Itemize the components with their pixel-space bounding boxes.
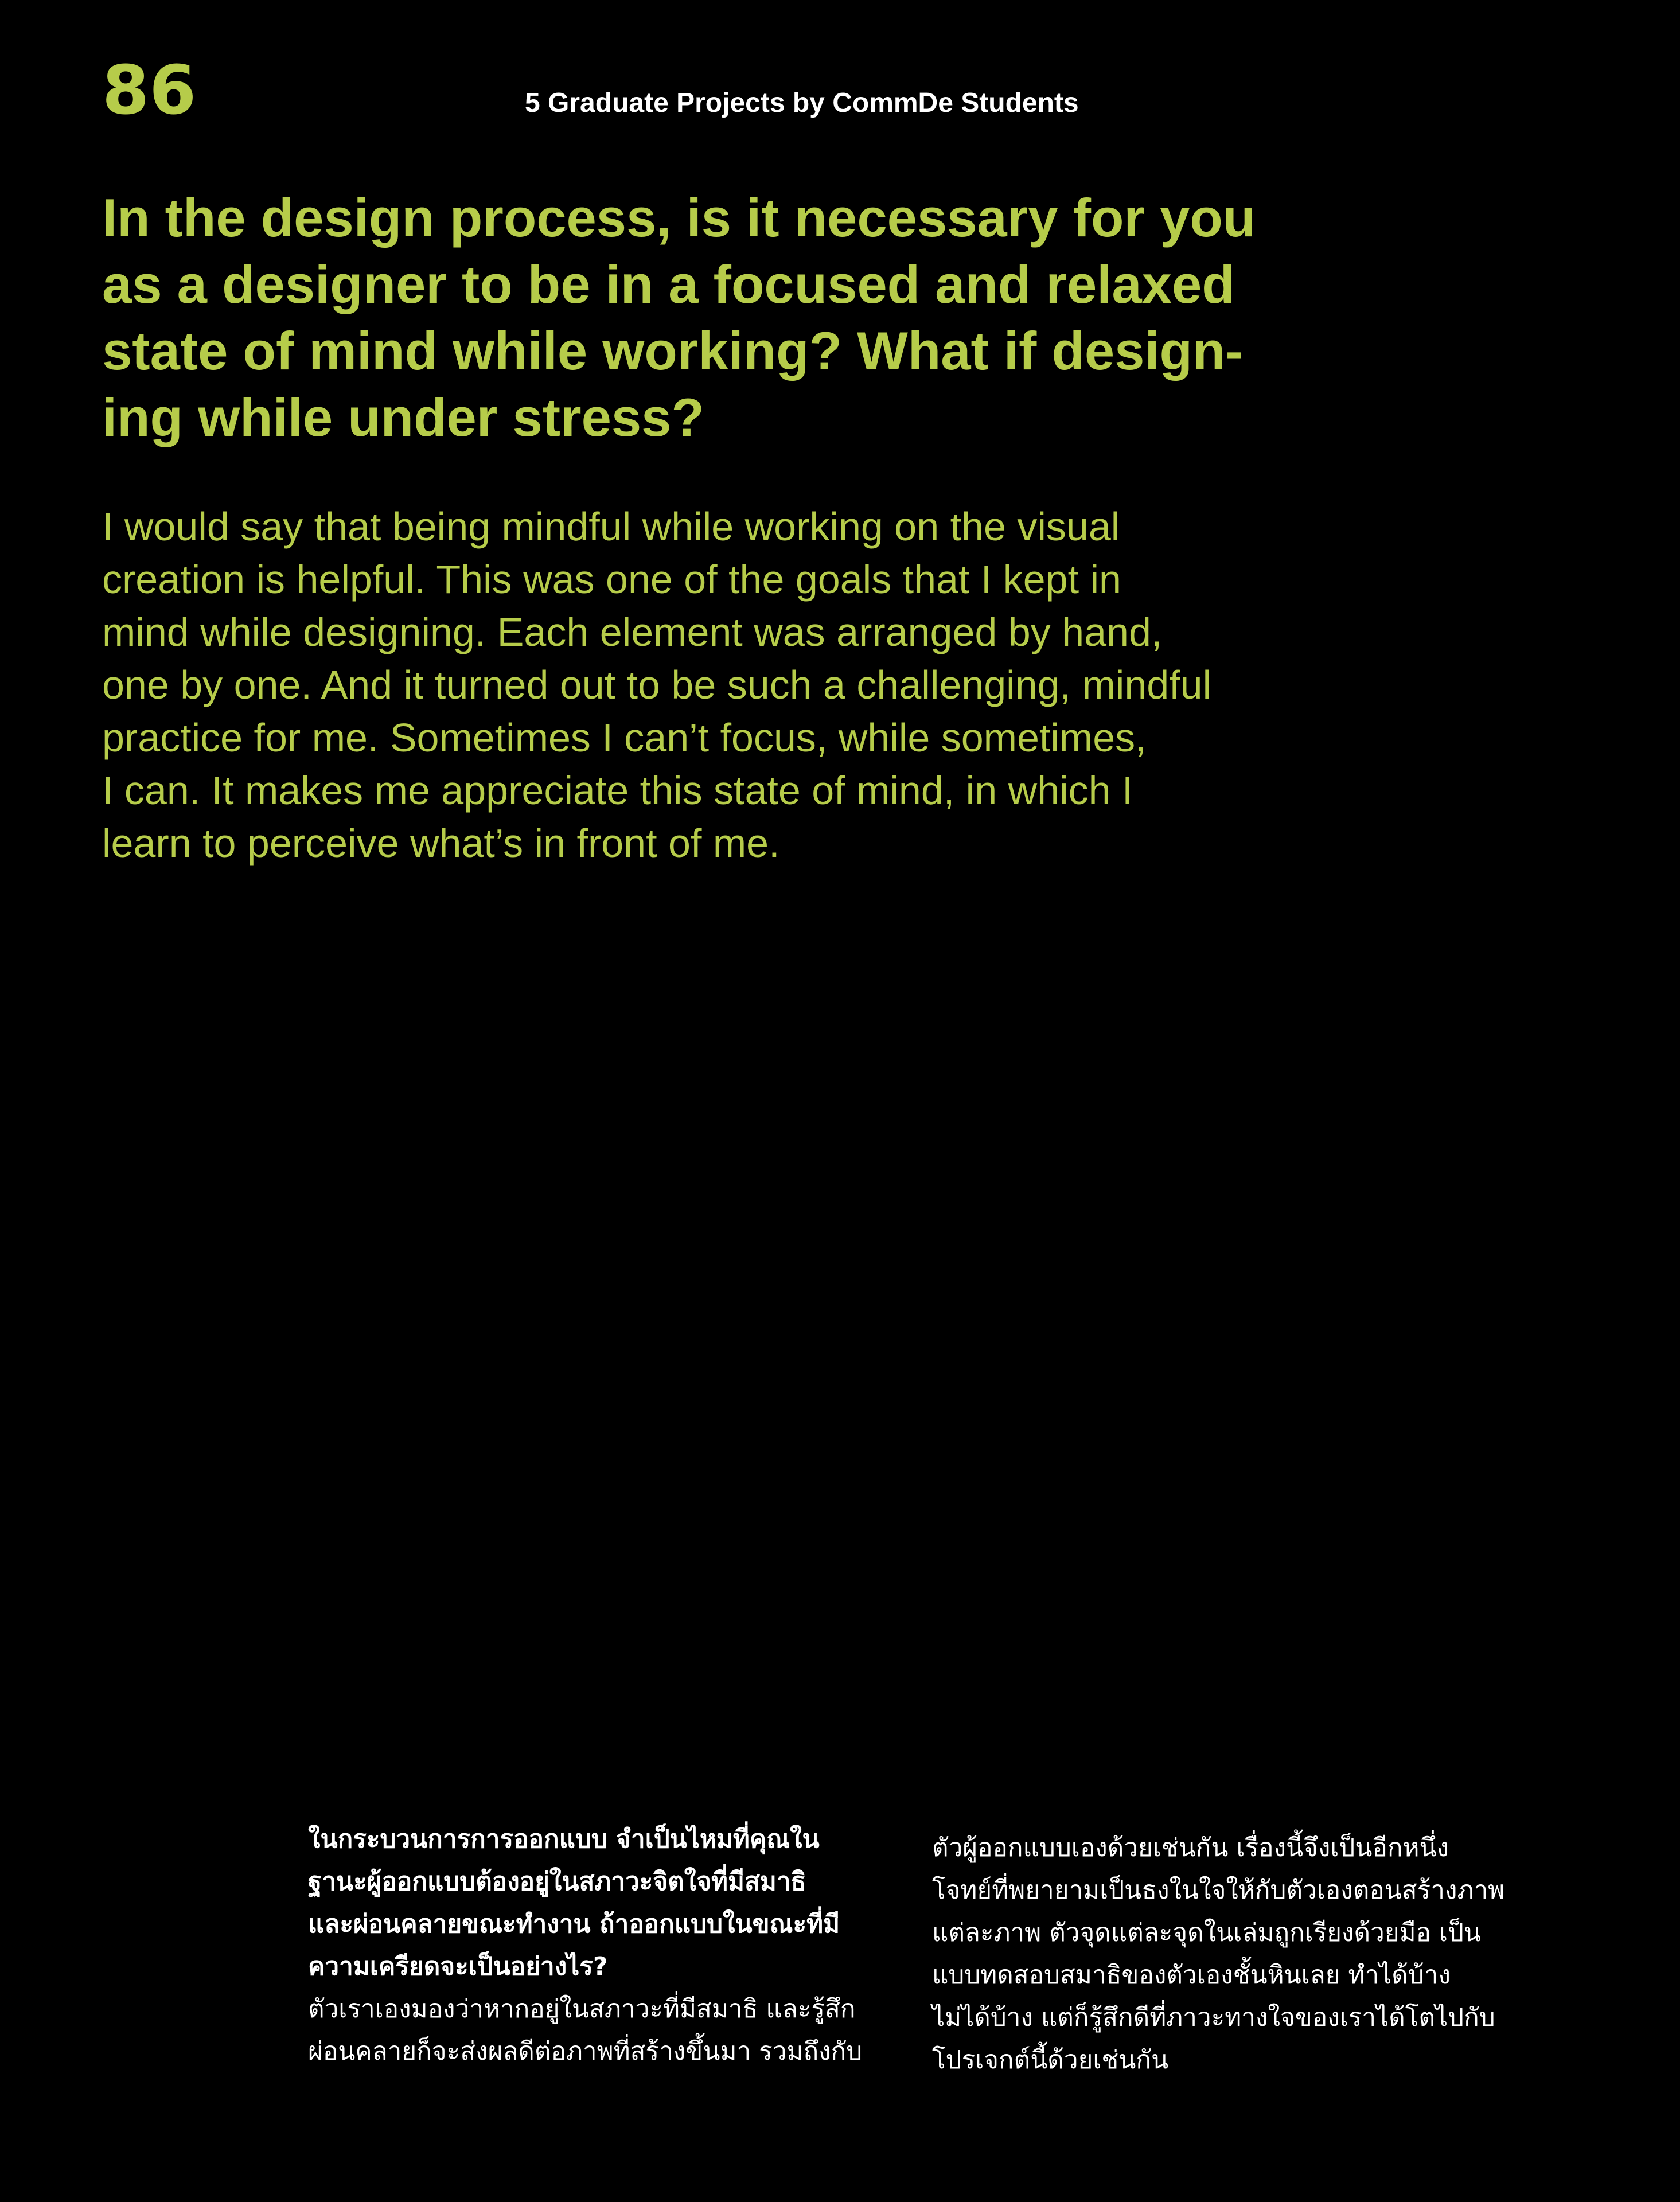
english-answer-line: I can. It makes me appreciate this state of mind, in which I: [102, 768, 1133, 813]
thai-column-left: [308, 1818, 893, 2073]
english-question: [102, 185, 1284, 451]
english-answer-line: learn to perceive what’s in front of me.: [102, 821, 780, 866]
english-answer-line: one by one. And it turned out to be such a challenging, mindful: [102, 662, 1212, 707]
english-answer-line: mind while designing. Each element was arranged by hand,: [102, 610, 1163, 654]
page-number: 86: [102, 50, 197, 130]
thai-answer-line: โปรเจกต์นี้ด้วยเช่นกัน: [932, 2045, 1169, 2075]
english-question-line: as a designer to be in a focused and relaxed: [102, 254, 1235, 314]
thai-question-line: และผ่อนคลายขณะทำงาน ถ้าออกแบบในขณะที่มี: [308, 1909, 840, 1939]
thai-answer-line: ตัวผู้ออกแบบเองด้วยเช่นกัน เรื่องนี้จึงเป็นอีกหนึ่ง: [932, 1833, 1449, 1862]
english-question-line: ing while under stress?: [102, 387, 704, 447]
english-answer-line: practice for me. Sometimes I can’t focus, while sometimes,: [102, 715, 1147, 760]
english-answer: [102, 500, 1295, 870]
english-question-line: In the design process, is it necessary for you: [102, 188, 1256, 248]
thai-answer-line: ตัวเราเองมองว่าหากอยู่ในสภาวะที่มีสมาธิ และรู้สึก: [308, 1994, 856, 2024]
thai-answer-line: ผ่อนคลายก็จะส่งผลดีต่อภาพที่สร้างขึ้นมา รวมถึงกับ: [308, 2037, 863, 2066]
english-answer-line: creation is helpful. This was one of the goals that I kept in: [102, 557, 1121, 602]
thai-question: [308, 1818, 893, 1988]
english-question-line: state of mind while working? What if design-: [102, 321, 1244, 381]
thai-answer-line: โจทย์ที่พยายามเป็นธงในใจให้กับตัวเองตอนสร้างภาพ: [932, 1876, 1505, 1905]
thai-question-line: ความเครียดจะเป็นอย่างไร?: [308, 1952, 608, 1981]
thai-answer-line: ไม่ได้บ้าง แต่ก็รู้สึกดีที่ภาวะทางใจของเราได้โตไปกับ: [932, 2003, 1495, 2032]
thai-answer-line: แบบทดสอบสมาธิของตัวเองชั้นหินเลย ทำได้บ้าง: [932, 1961, 1451, 1990]
thai-answer-line: แต่ละภาพ ตัวจุดแต่ละจุดในเล่มถูกเรียงด้วยมือ เป็น: [932, 1918, 1482, 1947]
thai-answer-left: [308, 1988, 893, 2073]
english-answer-line: I would say that being mindful while working on the visual: [102, 504, 1120, 549]
thai-answer-right: [932, 1827, 1540, 2082]
thai-question-line: ฐานะผู้ออกแบบต้องอยู่ในสภาวะจิตใจที่มีสมาธิ: [308, 1867, 806, 1896]
running-header: 5 Graduate Projects by CommDe Students: [525, 88, 1079, 118]
thai-question-line: ในกระบวนการการออกแบบ จำเป็นไหมที่คุณใน: [308, 1825, 820, 1854]
